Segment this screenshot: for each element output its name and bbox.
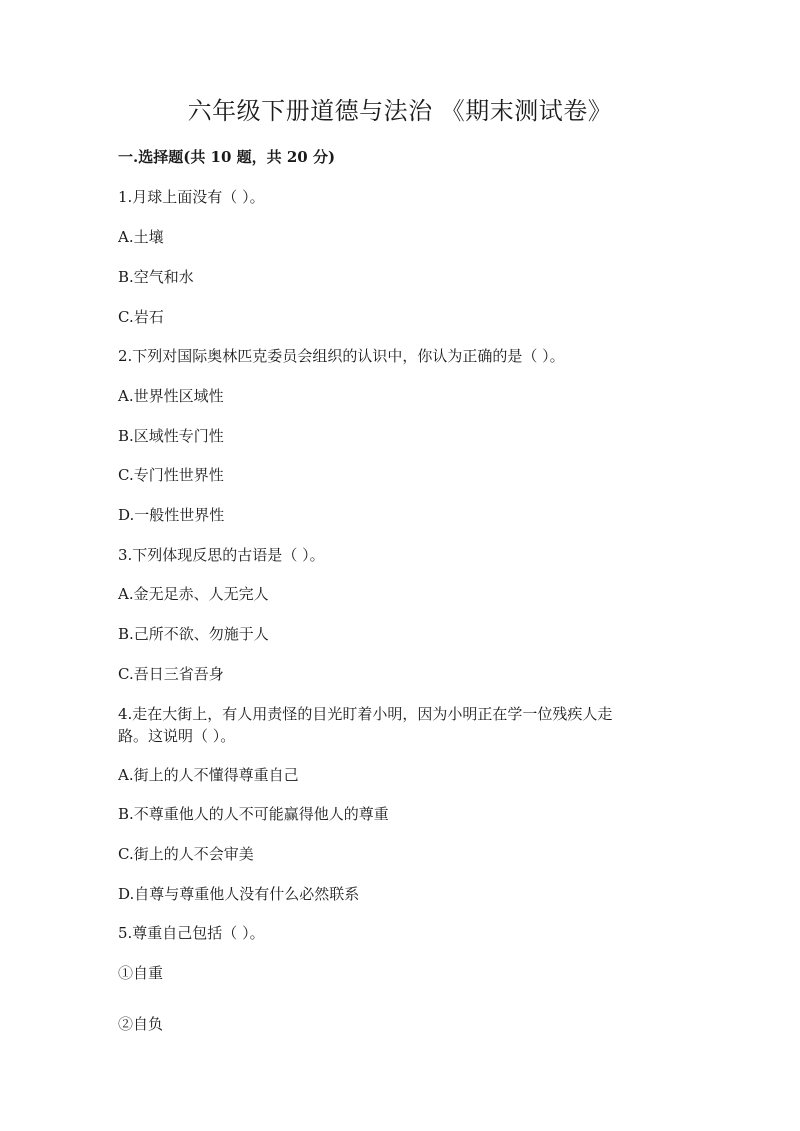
question-2-option-c: C.专门性世界性 [118,466,224,484]
question-1-option-a: A.土壤 [118,228,164,246]
question-4-stem-line-1: 4.走在大街上，有人用责怪的目光盯着小明，因为小明正在学一位残疾人走 [118,705,613,723]
exam-title: 六年级下册道德与法治 《期末测试卷》 [187,97,613,125]
question-3-option-c: C.吾日三省吾身 [118,665,224,683]
question-1-option-b: B.空气和水 [118,268,194,286]
question-4-stem-line-2: 路。这说明（ ）。 [118,727,236,745]
question-2-option-d: D.一般性世界性 [118,506,225,524]
question-3-stem: 3.下列体现反思的古语是（ ）。 [118,546,325,564]
question-3-option-a: A.金无足赤、人无完人 [118,585,269,603]
question-3-option-b: B.己所不欲、勿施于人 [118,625,269,643]
question-5-stem: 5.尊重自己包括（ ）。 [118,924,265,942]
question-4-option-d: D.自尊与尊重他人没有什么必然联系 [118,885,360,903]
question-5-option-1: ①自重 [118,964,164,982]
question-1-option-c: C.岩石 [118,308,164,326]
question-2-option-b: B.区域性专门性 [118,427,224,445]
question-2-option-a: A.世界性区域性 [118,387,224,405]
question-1-stem: 1.月球上面没有（ ）。 [118,188,265,206]
question-4-option-c: C.街上的人不会审美 [118,845,254,863]
section-heading: 一.选择题(共 10 题，共 20 分) [118,148,336,166]
question-2-stem: 2.下列对国际奥林匹克委员会组织的认识中，你认为正确的是（ ）。 [118,347,565,365]
question-4-option-b: B.不尊重他人的人不可能赢得他人的尊重 [118,805,389,823]
question-5-option-2: ②自负 [118,1015,164,1033]
question-4-option-a: A.街上的人不懂得尊重自己 [118,766,299,784]
